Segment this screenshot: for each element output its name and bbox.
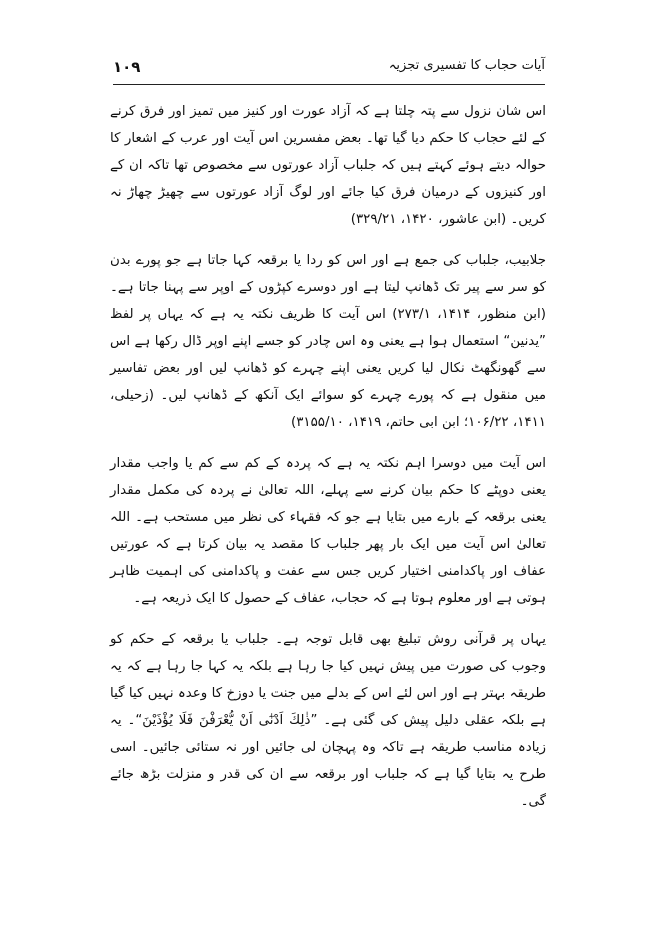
page-header bbox=[113, 58, 545, 82]
paragraph-2: جلابیب، جلباب کی جمع ہے اور اس کو ردا یا برقعہ کہا جاتا ہے جو پورے بدن کو سر سے پیر تک ڈھانپ لیتا ہے اور دوسرے کپڑوں کے اوپر سے پہنا جاتا ہے۔ (ابن منظور، ۱۴۱۴، ۲۷۳/۱) اس آیت کا ظریف نکتہ یہ ہے کہ یہاں پر لفظ ”یدنین“ استعمال ہوا ہے یعنی وہ اس چادر کو جسے اپنے اوپر ڈال رکھا ہے اس سے گھونگھٹ نکال لیا کریں یعنی اپنے چہرے کو ڈھانپ لیں اور بعض تفاسیر میں منقول ہے کہ پورے چہرے کو سوائے ایک آنکھ کے ڈھانپ لیں۔ (زحیلی، ۱۴۱۱، ۱۰۶/۲۲؛ ابن ابی حاتم، ۱۴۱۹، ۳۱۵۵/۱۰) bbox=[110, 253, 546, 430]
body-text bbox=[110, 98, 546, 829]
paragraph-3: اس آیت میں دوسرا اہم نکتہ یہ ہے کہ پردہ کے کم سے کم یا واجب مقدار یعنی دوپٹے کا حکم بیان کرنے سے پہلے، اللہ تعالیٰ نے پردہ کی مکمل مقدار یعنی برقعہ کے بارے میں بتایا ہے جو کہ فقہاء کی نظر میں مستحب ہے۔ اللہ تعالیٰ اس آیت میں ایک بار پھر جلباب کا مقصد یہ بیان کرتا ہے کہ عورتیں عفاف اور پاکدامنی اختیار کریں جس سے عفت و پاکدامنی کی اہمیت ظاہر ہوتی ہے اور معلوم ہوتا ہے کہ حجاب، عفاف کے حصول کا ایک ذریعہ ہے۔ bbox=[110, 456, 546, 606]
header-rule bbox=[113, 84, 545, 85]
paragraph-1: اس شان نزول سے پتہ چلتا ہے کہ آزاد عورت اور کنیز میں تمیز اور فرق کرنے کے لئے حجاب کا حکم دیا گیا تھا۔ بعض مفسرین اس آیت اور عرب کے اشعار کا حوالہ دیتے ہوئے کہتے ہیں کہ جلباب آزاد عورتوں سے مخصوص تھا تاکہ ان کے اور کنیزوں کے درمیان فرق کیا جائے اور لوگ آزاد عورتوں سے چھیڑ چھاڑ نہ کریں۔ (ابن عاشور، ۱۴۲۰، ۳۲۹/۲۱) bbox=[110, 104, 546, 227]
page-number: ۱۰۹ bbox=[113, 58, 141, 76]
running-title: آیات حجاب کا تفسیری تجزیہ bbox=[388, 58, 545, 73]
paragraph-4: یہاں پر قرآنی روش تبلیغ بھی قابل توجہ ہے۔ جلباب یا برقعہ کے حکم کو وجوب کی صورت میں پیش نہیں کیا جا رہا ہے بلکہ یہ کہا جا رہا ہے کہ یہ طریقہ بہتر ہے اور اس لئے اس کے بدلے میں جنت یا دوزخ کا وعدہ نہیں کیا گیا ہے بلکہ عقلی دلیل پیش کی گئی ہے۔ ”ذٰلِكَ اَدْنٰٓى اَنْ يُّعْرَفْنَ فَلَا يُؤْذَيْنَ“۔ یہ زیادہ مناسب طریقہ ہے تاکہ وہ پہچان لی جائیں اور نہ ستائی جائیں۔ اسی طرح یہ بتایا گیا ہے کہ جلباب اور برقعہ سے ان کی قدر و منزلت بڑھ جائے گی۔ bbox=[110, 632, 546, 809]
